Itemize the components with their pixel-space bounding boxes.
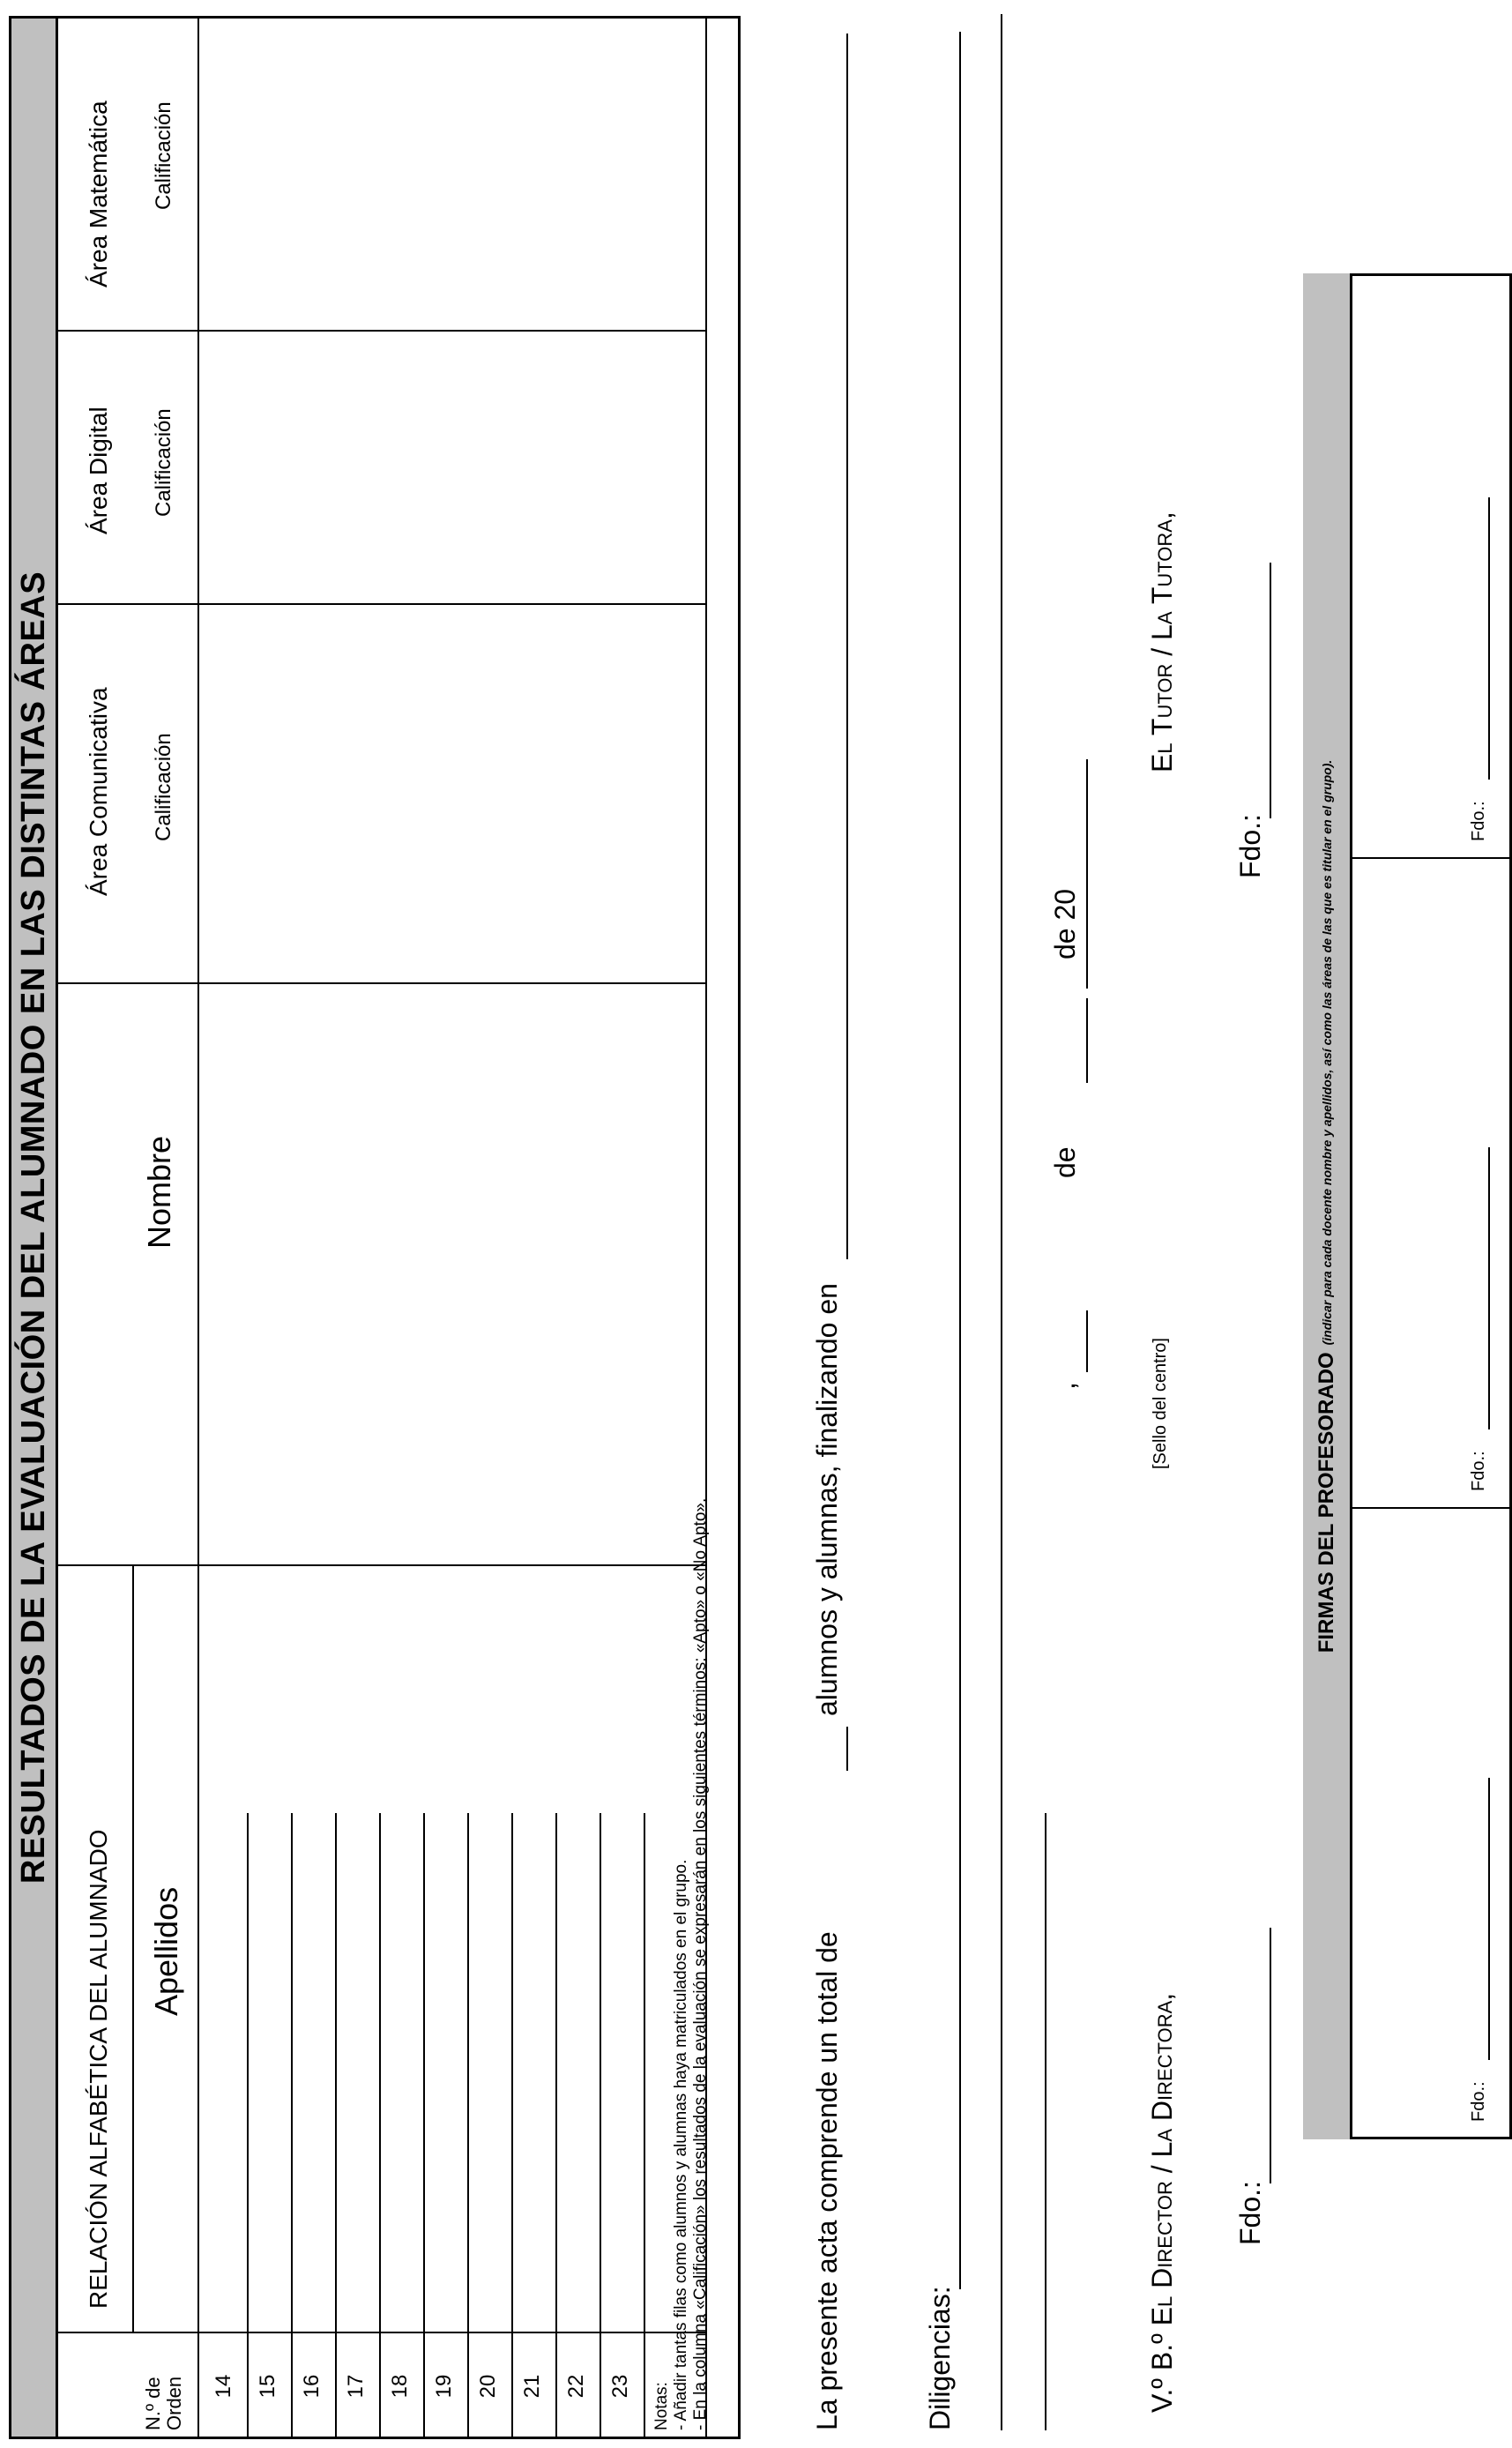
table-divider: [58, 982, 705, 984]
row-number: 23: [608, 2374, 632, 2399]
row-separator: [379, 1813, 381, 2439]
year-blank: [1086, 813, 1088, 857]
row-separator: [335, 1813, 337, 2439]
row-number: 18: [388, 2374, 412, 2399]
signatures-title: FIRMAS DEL PROFESORADO: [1314, 1352, 1338, 1653]
statement-text: La presente acta comprende un total de: [811, 1931, 843, 2430]
area-digital-grade-header: Calificación: [152, 408, 175, 517]
diligencias-label: Diligencias:: [924, 2286, 956, 2430]
signature-line: [1488, 1147, 1490, 1429]
row-separator: [247, 1813, 249, 2439]
diligencias-line: [959, 32, 961, 2289]
signature-fdo: Fdo.:: [1469, 1451, 1488, 1491]
row-number: 20: [476, 2374, 500, 2399]
group-header: RELACIÓN ALFABÉTICA DEL ALUMNADO: [85, 1829, 112, 2309]
row-separator: [291, 1813, 293, 2439]
signature-fdo: Fdo.:: [1469, 2081, 1488, 2122]
signature-divider: [1352, 857, 1512, 859]
finalizing-blank: [846, 34, 848, 1259]
signatures-header: [1303, 273, 1352, 2139]
tutor-title: [1146, 511, 1179, 772]
signature-line: [1488, 497, 1490, 780]
row-separator: [467, 1813, 469, 2439]
total-blank: [846, 1727, 848, 1771]
table-divider: [58, 1564, 705, 1566]
row-number: 15: [256, 2374, 279, 2399]
seal-placeholder: [Sello del centro]: [1151, 1338, 1170, 1469]
row-number: 21: [520, 2374, 544, 2399]
area-comunicativa-header: Área Comunicativa: [85, 687, 112, 896]
row-number: 17: [344, 2374, 368, 2399]
tutor-fdo: Fdo.:: [1234, 814, 1266, 878]
row-separator: [555, 1813, 557, 2439]
row-number: 22: [564, 2374, 588, 2399]
order-header-line2: Orden: [163, 2376, 185, 2430]
notes-heading: Notas:: [652, 2382, 671, 2430]
notes-line: - Añadir tantas filas como alumnos y alumnas haya matriculados en el grupo.: [672, 1859, 690, 2430]
row-separator: [511, 1813, 513, 2439]
area-matematica-header: Área Matemática: [85, 101, 112, 287]
order-column-header: [143, 2377, 185, 2430]
table-divider: [58, 330, 705, 332]
month-blank: [1086, 998, 1088, 1083]
place-blank: [1086, 759, 1088, 989]
signatures-note: (indicar para cada docente nombre y apellidos, así como las áreas de las que es titular en el grupo).: [1319, 759, 1334, 1346]
director-fdo: Fdo.:: [1234, 2181, 1266, 2245]
director-sign-line: [1270, 1928, 1271, 2183]
statement-text-2: alumnos y alumnas, finalizando en: [811, 1283, 843, 1716]
area-digital-header: Área Digital: [85, 407, 112, 534]
table-notes: [652, 1498, 711, 2430]
date-comma: ,: [1049, 1382, 1081, 1390]
order-header-line1: N.º de: [142, 2377, 164, 2430]
diligencias-line: [1045, 1813, 1046, 2430]
area-matematica-grade-header: Calificación: [152, 101, 175, 210]
date-de-1: de: [1049, 1146, 1081, 1178]
director-label: El Director / La Directora,: [1146, 1992, 1178, 2326]
day-blank: [1086, 1310, 1088, 1372]
row-number: 19: [432, 2374, 456, 2399]
notes-line: - En la columna «Calificación» los resultados de la evaluación se expresarán en los siguientes términos: «Apto» o «No Apto».: [691, 1497, 710, 2430]
row-separator: [600, 1813, 601, 2439]
director-vb: V.º B.º: [1146, 2333, 1178, 2413]
row-number: 16: [300, 2374, 324, 2399]
table-divider: [58, 2332, 705, 2333]
tutor-sign-line: [1270, 563, 1271, 818]
table-divider: [58, 603, 705, 605]
surname-column-header: Apellidos: [148, 1886, 184, 2016]
name-column-header: Nombre: [141, 1135, 177, 1249]
row-number: 14: [212, 2374, 235, 2399]
page-title: RESULTADOS DE LA EVALUACIÓN DEL ALUMNADO EN LAS DISTINTAS ÁREAS: [9, 16, 58, 2439]
row-separator: [423, 1813, 425, 2439]
tutor-label: El Tutor / La Tutora,: [1146, 511, 1178, 772]
area-comunicativa-grade-header: Calificación: [152, 733, 175, 841]
director-title: [1146, 1993, 1179, 2413]
date-de-20: de 20: [1049, 888, 1081, 959]
table-header-bottom: [197, 16, 199, 2439]
diligencias-line: [1001, 14, 1002, 2430]
signature-fdo: Fdo.:: [1469, 801, 1488, 841]
signature-line: [1488, 1778, 1490, 2060]
signature-divider: [1352, 1507, 1512, 1509]
table-divider: [132, 1566, 134, 2333]
row-separator: [644, 1813, 645, 2439]
